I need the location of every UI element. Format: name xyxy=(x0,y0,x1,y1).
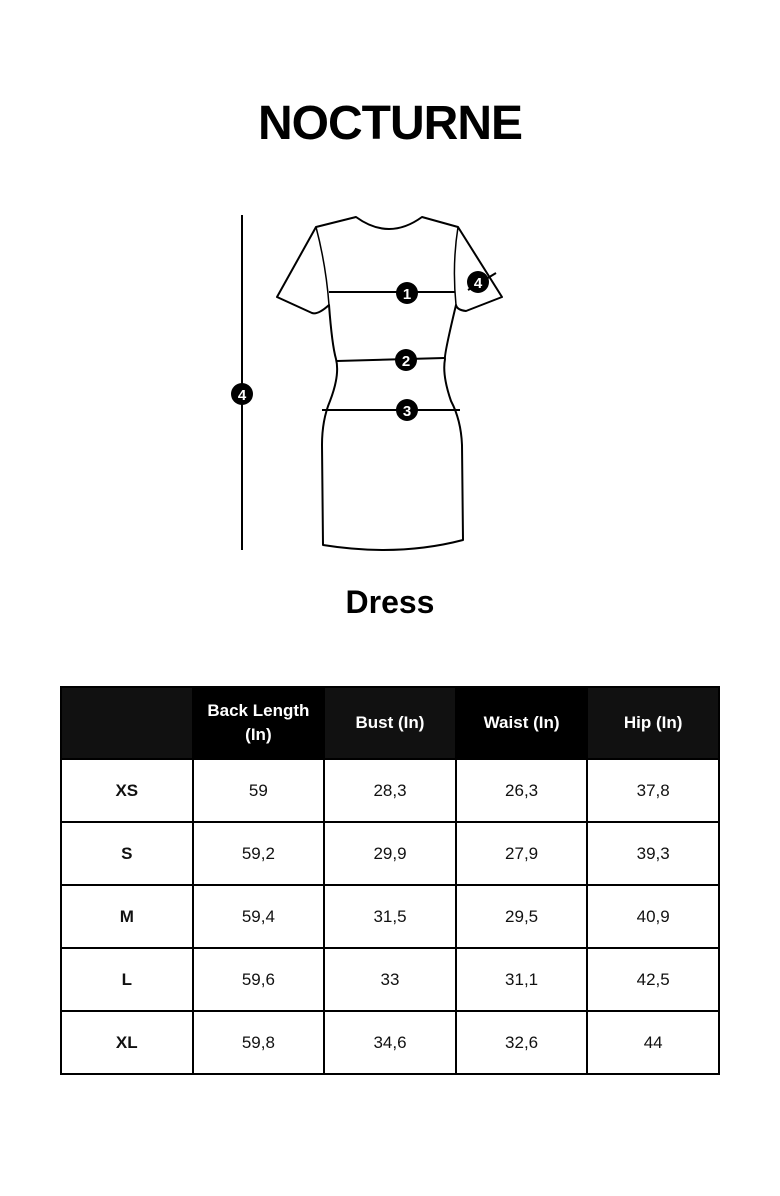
back-length-value: 59,2 xyxy=(193,822,325,885)
marker-4-sleeve xyxy=(467,271,489,293)
waist-measure-line xyxy=(337,358,444,361)
back-length-value: 59,4 xyxy=(193,885,325,948)
header-waist: Waist (In) xyxy=(456,687,588,759)
bust-value: 31,5 xyxy=(324,885,456,948)
hip-value: 39,3 xyxy=(587,822,719,885)
header-back-length: Back Length (In) xyxy=(193,687,325,759)
dress-outline xyxy=(277,217,502,550)
table-row xyxy=(61,759,719,822)
hip-value: 37,8 xyxy=(587,759,719,822)
header-size xyxy=(61,687,193,759)
dress-measurement-diagram xyxy=(0,205,780,565)
product-name: Dress xyxy=(345,584,435,620)
table-row xyxy=(61,948,719,1011)
size-label: M xyxy=(61,885,193,948)
bust-value: 33 xyxy=(324,948,456,1011)
size-label: L xyxy=(61,948,193,1011)
marker-2 xyxy=(395,349,417,371)
back-length-value: 59,8 xyxy=(193,1011,325,1074)
right-armhole-seam xyxy=(454,227,458,305)
back-length-value: 59 xyxy=(193,759,325,822)
hip-value: 42,5 xyxy=(587,948,719,1011)
marker-3 xyxy=(396,399,418,421)
table-row xyxy=(61,822,719,885)
left-armhole-seam xyxy=(316,227,329,305)
waist-value: 29,5 xyxy=(456,885,588,948)
svg-text:4: 4 xyxy=(237,387,247,404)
size-label: XS xyxy=(61,759,193,822)
marker-1 xyxy=(396,282,418,304)
header-bust: Bust (In) xyxy=(324,687,456,759)
waist-value: 27,9 xyxy=(456,822,588,885)
marker-4-length xyxy=(231,383,253,405)
table-header-row xyxy=(61,687,719,759)
size-label: XL xyxy=(61,1011,193,1074)
svg-text:4: 4 xyxy=(473,275,483,292)
bust-value: 29,9 xyxy=(324,822,456,885)
size-chart-table xyxy=(60,686,720,1075)
hip-value: 44 xyxy=(587,1011,719,1074)
table-row xyxy=(61,1011,719,1074)
bust-value: 28,3 xyxy=(324,759,456,822)
waist-value: 26,3 xyxy=(456,759,588,822)
hip-value: 40,9 xyxy=(587,885,719,948)
svg-text:3: 3 xyxy=(402,403,412,420)
brand-title: NOCTURNE xyxy=(258,97,522,150)
svg-text:2: 2 xyxy=(401,353,411,370)
table-row xyxy=(61,885,719,948)
back-length-value: 59,6 xyxy=(193,948,325,1011)
bust-value: 34,6 xyxy=(324,1011,456,1074)
header-hip: Hip (In) xyxy=(587,687,719,759)
size-label: S xyxy=(61,822,193,885)
waist-value: 31,1 xyxy=(456,948,588,1011)
waist-value: 32,6 xyxy=(456,1011,588,1074)
svg-text:1: 1 xyxy=(402,286,412,303)
